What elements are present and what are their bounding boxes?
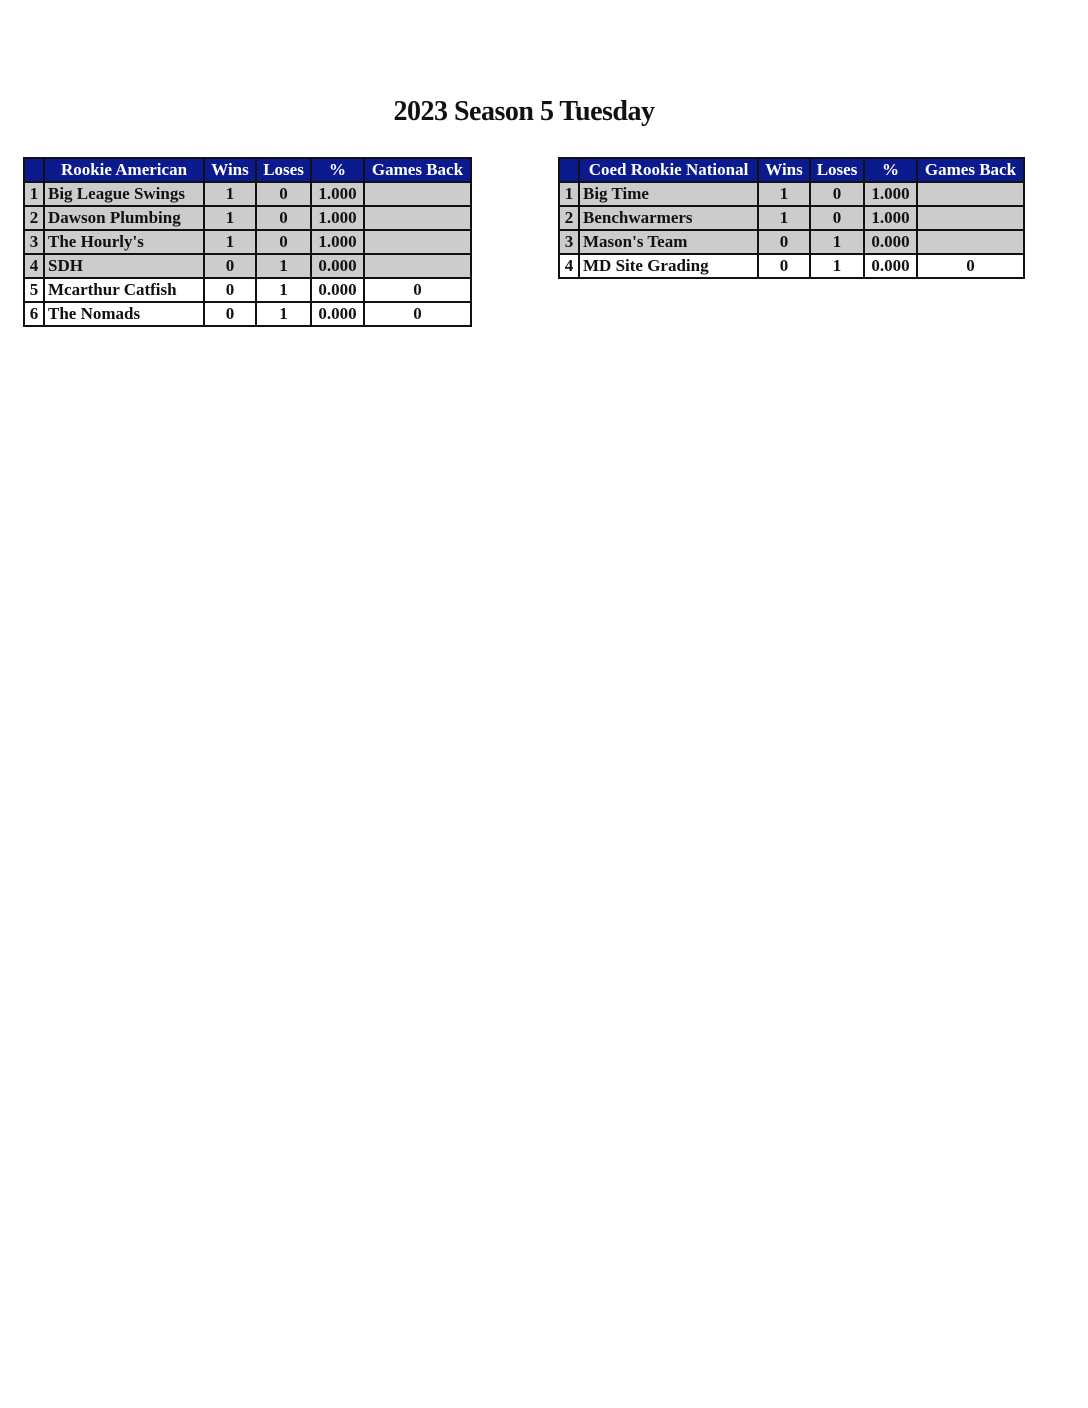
rank-cell: 1 — [24, 182, 44, 206]
loses-cell: 1 — [256, 278, 311, 302]
table-row — [559, 182, 1024, 206]
games-back-cell — [364, 230, 471, 254]
loses-header: Loses — [256, 158, 311, 182]
team-cell: Benchwarmers — [579, 206, 758, 230]
loses-cell: 0 — [256, 230, 311, 254]
rank-header — [559, 158, 579, 182]
wins-cell: 0 — [758, 254, 810, 278]
games-back-cell — [917, 182, 1024, 206]
pct-header: % — [864, 158, 917, 182]
pct-cell: 1.000 — [311, 206, 364, 230]
table-row — [559, 254, 1024, 278]
loses-cell: 0 — [810, 206, 864, 230]
games-back-cell — [364, 206, 471, 230]
pct-header: % — [311, 158, 364, 182]
games-back-cell: 0 — [917, 254, 1024, 278]
loses-cell: 1 — [810, 230, 864, 254]
standings-table-coed-rookie-national — [558, 157, 1025, 279]
table-row — [559, 230, 1024, 254]
header-row — [559, 158, 1024, 182]
table-row — [24, 254, 471, 278]
team-cell: Dawson Plumbing — [44, 206, 204, 230]
rank-cell: 3 — [24, 230, 44, 254]
team-cell: Mason's Team — [579, 230, 758, 254]
games-back-cell: 0 — [364, 278, 471, 302]
loses-cell: 0 — [810, 182, 864, 206]
team-cell: The Nomads — [44, 302, 204, 326]
rank-cell: 4 — [559, 254, 579, 278]
team-cell: MD Site Grading — [579, 254, 758, 278]
wins-cell: 1 — [204, 230, 256, 254]
games-back-cell — [364, 254, 471, 278]
wins-cell: 1 — [204, 206, 256, 230]
games-back-cell — [917, 230, 1024, 254]
pct-cell: 0.000 — [864, 230, 917, 254]
games-back-cell — [364, 182, 471, 206]
header-row — [24, 158, 471, 182]
table-row — [559, 206, 1024, 230]
games-back-cell: 0 — [364, 302, 471, 326]
loses-cell: 1 — [256, 302, 311, 326]
loses-cell: 0 — [256, 182, 311, 206]
team-cell: Big League Swings — [44, 182, 204, 206]
team-cell: Mcarthur Catfish — [44, 278, 204, 302]
wins-header: Wins — [204, 158, 256, 182]
pct-cell: 0.000 — [311, 254, 364, 278]
rank-cell: 3 — [559, 230, 579, 254]
rank-cell: 1 — [559, 182, 579, 206]
wins-cell: 0 — [204, 302, 256, 326]
loses-cell: 0 — [256, 206, 311, 230]
games-back-header: Games Back — [917, 158, 1024, 182]
team-cell: Big Time — [579, 182, 758, 206]
rank-cell: 2 — [24, 206, 44, 230]
rank-header — [24, 158, 44, 182]
pct-cell: 0.000 — [311, 302, 364, 326]
division-header: Rookie American — [44, 158, 204, 182]
wins-cell: 0 — [204, 254, 256, 278]
pct-cell: 1.000 — [864, 206, 917, 230]
pct-cell: 1.000 — [311, 230, 364, 254]
pct-cell: 0.000 — [311, 278, 364, 302]
division-header: Coed Rookie National — [579, 158, 758, 182]
team-cell: The Hourly's — [44, 230, 204, 254]
games-back-cell — [917, 206, 1024, 230]
table-row — [24, 206, 471, 230]
loses-cell: 1 — [810, 254, 864, 278]
wins-cell: 1 — [204, 182, 256, 206]
rank-cell: 4 — [24, 254, 44, 278]
wins-cell: 1 — [758, 182, 810, 206]
games-back-header: Games Back — [364, 158, 471, 182]
table-row — [24, 278, 471, 302]
loses-cell: 1 — [256, 254, 311, 278]
wins-cell: 0 — [758, 230, 810, 254]
rank-cell: 6 — [24, 302, 44, 326]
table-row — [24, 230, 471, 254]
standings-table-rookie-american — [23, 157, 472, 327]
pct-cell: 0.000 — [864, 254, 917, 278]
wins-cell: 1 — [758, 206, 810, 230]
table-row — [24, 182, 471, 206]
wins-cell: 0 — [204, 278, 256, 302]
rank-cell: 2 — [559, 206, 579, 230]
rank-cell: 5 — [24, 278, 44, 302]
wins-header: Wins — [758, 158, 810, 182]
pct-cell: 1.000 — [864, 182, 917, 206]
loses-header: Loses — [810, 158, 864, 182]
page-title: 2023 Season 5 Tuesday — [393, 96, 655, 127]
team-cell: SDH — [44, 254, 204, 278]
pct-cell: 1.000 — [311, 182, 364, 206]
table-row — [24, 302, 471, 326]
